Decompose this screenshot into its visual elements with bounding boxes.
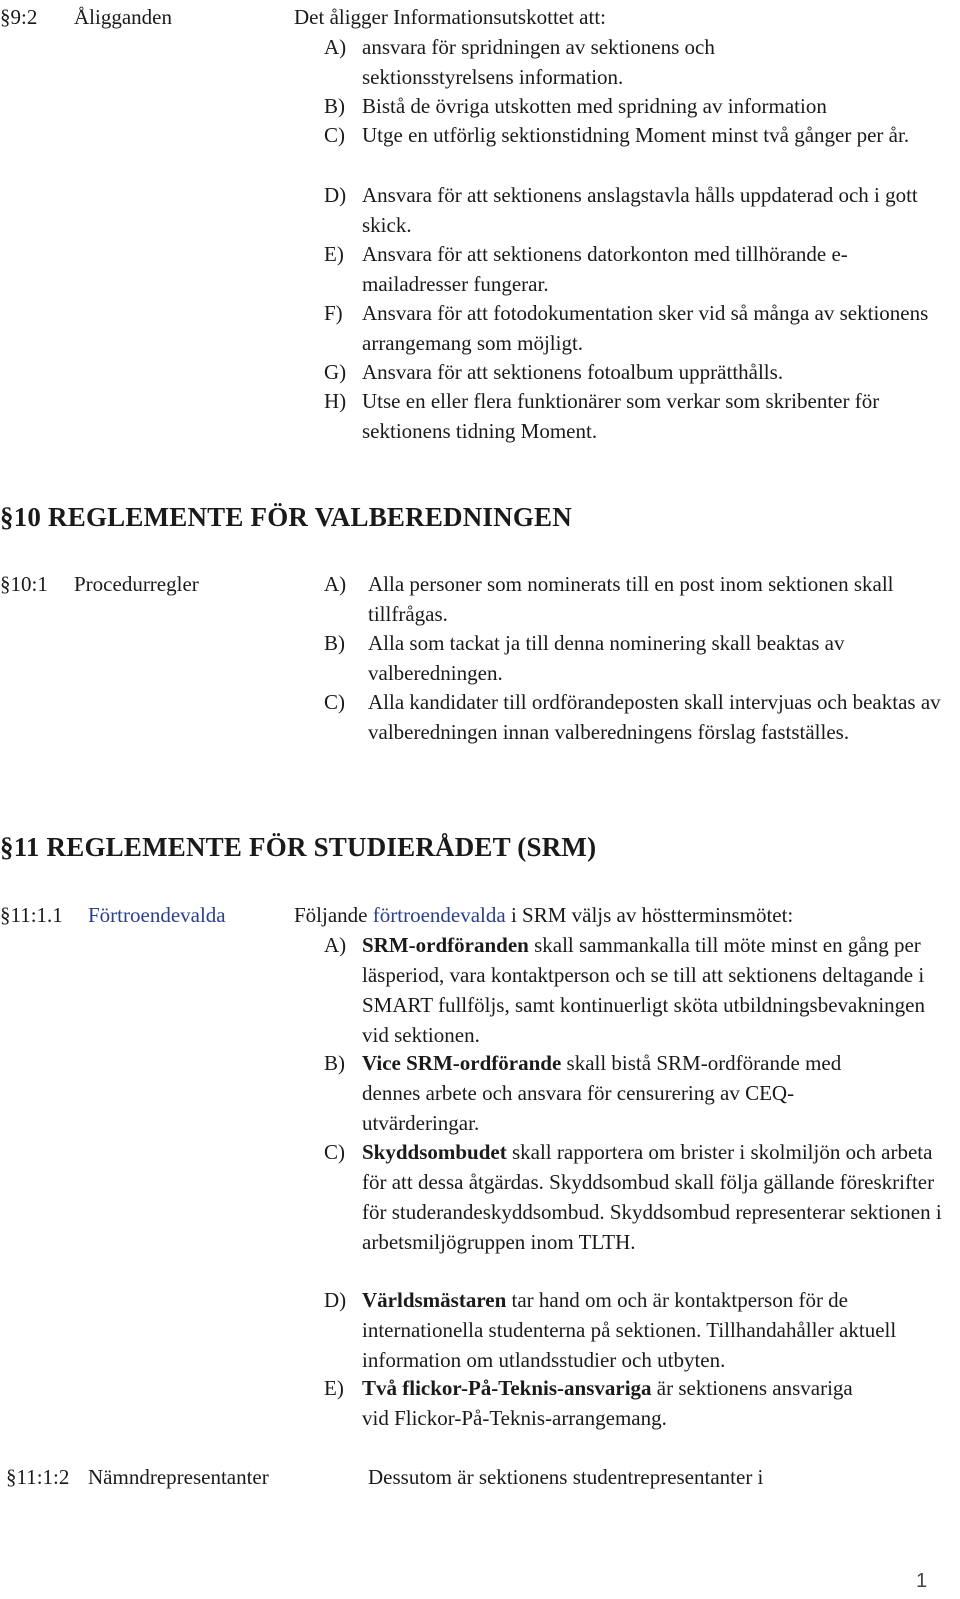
role-description: tar hand om och är kontaktperson för de internationella studenterna på sektionen. Tillhandahåller aktuell information om utlandsstudier och utbyten.	[362, 1288, 897, 1372]
role-name: Vice SRM-ordförande	[362, 1051, 562, 1075]
role-description: skall rapportera om brister i skolmiljön och arbeta för att dessa åtgärdas. Skyddsombud skall följa gällande föreskrifter för studerandeskyddsombud. Skyddsombud representerar sektionen i arbetsmiljögruppen inom TLTH.	[362, 1140, 942, 1254]
section-title: Åligganden	[74, 5, 172, 29]
item-text: Alla som tackat ja till denna nominering skall beaktas av valberedningen.	[368, 631, 845, 685]
item-label: A)	[324, 572, 347, 596]
section-number: §9:2	[0, 5, 38, 29]
section-intro: Det åligger Informationsutskottet att:	[294, 5, 607, 29]
item-text: Alla kandidater till ordförandeposten skall intervjuas och beaktas av valberedningen innan valberedningens förslag fastställes.	[368, 690, 941, 744]
section-intro: Dessutom är sektionens studentrepresentanter i	[368, 1465, 764, 1489]
section-number: §11:1.1	[0, 903, 63, 927]
intro-after: i SRM väljs av höstterminsmötet:	[510, 903, 794, 927]
role-name: Världsmästaren	[362, 1288, 507, 1312]
item-label: H)	[324, 389, 347, 413]
item-text: Ansvara för att sektionens fotoalbum upprätthålls.	[362, 360, 784, 384]
role-name: Skyddsombudet	[362, 1140, 507, 1164]
item-label: B)	[324, 94, 345, 118]
section-title: Nämndrepresentanter	[88, 1465, 269, 1489]
item-label: G)	[324, 360, 347, 384]
item-text: Utge en utförlig sektionstidning Moment minst två gånger per år.	[362, 123, 910, 147]
section-heading: §10 REGLEMENTE FÖR VALBEREDNINGEN	[0, 502, 572, 532]
item-text	[362, 1373, 882, 1433]
item-label: D)	[324, 183, 347, 207]
role-name: Två flickor-På-Teknis-ansvariga	[362, 1376, 652, 1400]
item-label: D)	[324, 1288, 347, 1312]
item-text	[362, 930, 954, 1050]
intro-before: Följande	[294, 903, 368, 927]
section-heading: §11 REGLEMENTE FÖR STUDIERÅDET (SRM)	[0, 832, 597, 862]
item-label: F)	[324, 301, 343, 325]
role-name: SRM-ordföranden	[362, 933, 529, 957]
item-text: ansvara för spridningen av sektionens och sektionsstyrelsens information.	[362, 35, 715, 89]
item-text: Utse en eller flera funktionärer som verkar som skribenter för sektionens tidning Moment.	[362, 389, 880, 443]
item-text	[362, 1048, 902, 1138]
item-text: Bistå de övriga utskotten med spridning av information	[362, 94, 827, 118]
item-text	[362, 1137, 942, 1257]
section-title: Förtroendevalda	[88, 903, 226, 927]
item-text: Alla personer som nominerats till en post inom sektionen skall tillfrågas.	[368, 572, 894, 626]
item-label: B)	[324, 1051, 345, 1075]
page-number: 1	[916, 1570, 928, 1592]
role-description: är sektionens ansvariga vid Flickor-På-Teknis-arrangemang.	[362, 1376, 853, 1430]
item-label: E)	[324, 1376, 344, 1400]
section-number: §10:1	[0, 572, 48, 596]
item-label: B)	[324, 631, 345, 655]
item-label: C)	[324, 1140, 345, 1164]
item-text: Ansvara för att fotodokumentation sker vid så många av sektionens arrangemang som möjligt.	[362, 301, 929, 355]
item-label: C)	[324, 123, 345, 147]
role-description: skall sammankalla till möte minst en gång per läsperiod, vara kontaktperson och se till att sektionens deltagande i SMART fullföljs, samt kontinuerligt sköta utbildningsbevakningen vid sektionen.	[362, 933, 925, 1047]
role-description: skall bistå SRM-ordförande med dennes arbete och ansvara för censurering av CEQ-utvärderingar.	[362, 1051, 842, 1135]
item-label: C)	[324, 690, 345, 714]
item-text: Ansvara för att sektionens datorkonton med tillhörande e-mailadresser fungerar.	[362, 242, 848, 296]
section-title: Procedurregler	[74, 572, 199, 596]
section-number: §11:1:2	[6, 1465, 70, 1489]
section-intro	[294, 900, 793, 930]
item-text: Ansvara för att sektionens anslagstavla hålls uppdaterad och i gott skick.	[362, 183, 918, 237]
item-label: A)	[324, 35, 347, 59]
item-label: A)	[324, 933, 347, 957]
intro-link: förtroendevalda	[372, 903, 506, 927]
item-text	[362, 1285, 947, 1375]
item-label: E)	[324, 242, 344, 266]
